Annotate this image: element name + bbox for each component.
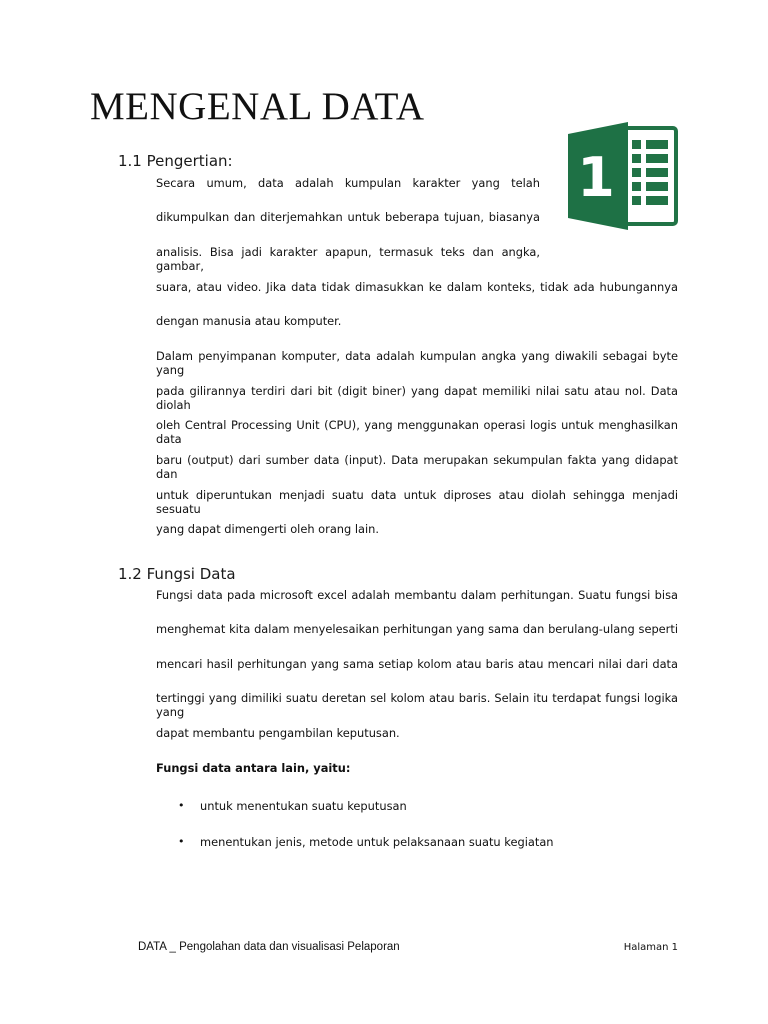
page-number: Halaman 1 — [623, 942, 678, 953]
document-title: MENGENAL DATA — [90, 85, 425, 128]
paragraph-line: oleh Central Processing Unit (CPU), yang menggunakan operasi logis untuk menghasilkan data — [156, 418, 678, 446]
paragraph-line: dikumpulkan dan diterjemahkan untuk beberapa tujuan, biasanya — [156, 210, 540, 224]
paragraph-line: untuk diperuntukan menjadi suatu data untuk diproses atau diolah sehingga menjadi sesuatu — [156, 488, 678, 516]
list-heading: Fungsi data antara lain, yaitu: — [156, 761, 351, 775]
section-heading-fungsi-data: 1.2 Fungsi Data — [118, 565, 236, 583]
section-heading-pengertian: 1.1 Pengertian: — [118, 152, 233, 170]
paragraph-line: suara, atau video. Jika data tidak dimasukkan ke dalam konteks, tidak ada hubungannya — [156, 280, 678, 294]
paragraph-line: Secara umum, data adalah kumpulan karakter yang telah — [156, 176, 540, 190]
paragraph-line: Fungsi data pada microsoft excel adalah membantu dalam perhitungan. Suatu fungsi bisa — [156, 588, 678, 602]
list-item: untuk menentukan suatu keputusan — [200, 799, 407, 813]
logo-glyph: 1 — [577, 146, 615, 209]
paragraph-line: menghemat kita dalam menyelesaikan perhitungan yang sama dan berulang-ulang seperti — [156, 622, 678, 636]
paragraph-line: yang dapat dimengerti oleh orang lain. — [156, 522, 380, 536]
paragraph-line: analisis. Bisa jadi karakter apapun, termasuk teks dan angka, gambar, — [156, 245, 540, 273]
list-item: menentukan jenis, metode untuk pelaksanaan suatu kegiatan — [200, 835, 554, 849]
bullet-icon: • — [178, 835, 185, 848]
excel-logo-icon — [566, 120, 678, 232]
paragraph-line: dapat membantu pengambilan keputusan. — [156, 726, 400, 740]
paragraph-line: tertinggi yang dimiliki suatu deretan sel kolom atau baris. Selain itu terdapat fungsi logika yang — [156, 691, 678, 719]
paragraph-line: baru (output) dari sumber data (input). Data merupakan sekumpulan fakta yang didapat dan — [156, 453, 678, 481]
paragraph-line: dengan manusia atau komputer. — [156, 314, 342, 328]
bullet-icon: • — [178, 799, 185, 812]
footer-title: DATA _ Pengolahan data dan visualisasi Pelaporan — [138, 941, 400, 953]
paragraph-line: pada gilirannya terdiri dari bit (digit biner) yang dapat memiliki nilai satu atau nol. Data diolah — [156, 384, 678, 412]
paragraph-line: mencari hasil perhitungan yang sama setiap kolom atau baris atau mencari nilai dari data — [156, 657, 678, 671]
paragraph-line: Dalam penyimpanan komputer, data adalah kumpulan angka yang diwakili sebagai byte yang — [156, 349, 678, 377]
